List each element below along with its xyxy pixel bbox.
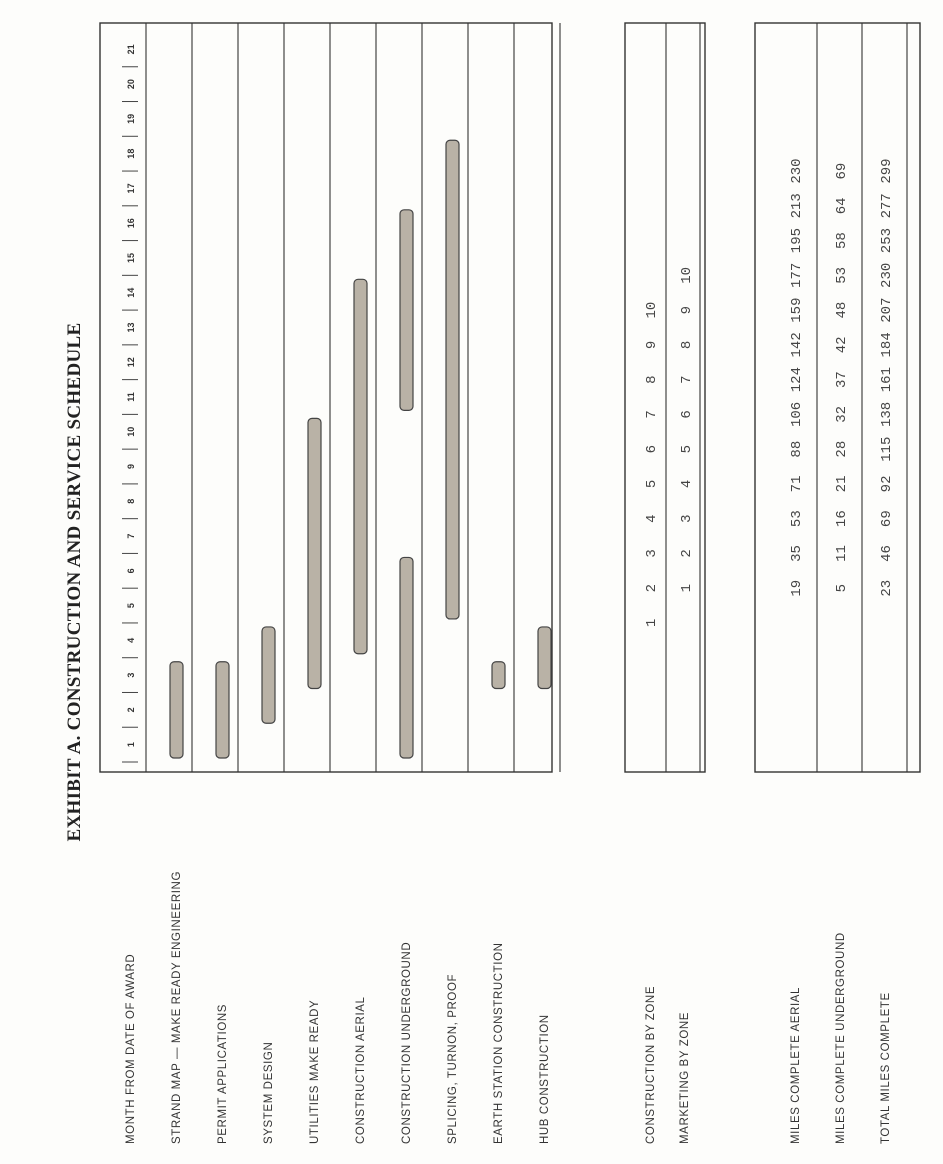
- row-label: PERMIT APPLICATIONS: [217, 1003, 229, 1144]
- row-label: UTILITIES MAKE READY: [309, 999, 321, 1144]
- zone-frame: [625, 23, 705, 772]
- month-label: 5: [126, 603, 136, 609]
- month-label: 16: [126, 218, 136, 229]
- miles-value: 207: [879, 297, 895, 323]
- miles-values: [789, 158, 895, 596]
- miles-value: 142: [789, 332, 805, 358]
- month-label: 6: [126, 568, 136, 574]
- miles-row-label: TOTAL MILES COMPLETE: [880, 992, 892, 1144]
- task-bar-system-design: [262, 627, 275, 723]
- miles-value: 124: [789, 367, 805, 393]
- miles-row-label: MILES COMPLETE UNDERGROUND: [835, 932, 847, 1144]
- zone-row-label: CONSTRUCTION BY ZONE: [645, 985, 657, 1144]
- rotated-content: [64, 23, 920, 1144]
- month-label: 17: [126, 183, 136, 194]
- construction-zone-number: 5: [644, 479, 660, 489]
- miles-value: 42: [834, 336, 850, 354]
- month-label: 20: [126, 79, 136, 90]
- miles-value: 159: [789, 297, 805, 323]
- month-label: 2: [126, 707, 136, 713]
- miles-labels: [790, 932, 892, 1144]
- construction-zone-number: 9: [644, 340, 660, 350]
- month-label: 7: [126, 533, 136, 539]
- miles-value: 46: [879, 545, 895, 562]
- month-label: 21: [126, 44, 136, 55]
- miles-value: 37: [834, 371, 850, 389]
- marketing-zone-number: 10: [679, 266, 695, 284]
- miles-value: 35: [789, 545, 805, 562]
- miles-value: 48: [834, 301, 850, 319]
- gantt-grid: [146, 23, 560, 772]
- miles-value: 277: [879, 193, 895, 219]
- marketing-zone-number: 4: [679, 479, 695, 489]
- miles-value: 88: [789, 440, 805, 458]
- month-label: 8: [126, 498, 136, 504]
- month-label: 15: [126, 252, 136, 263]
- miles-value: 106: [789, 401, 805, 427]
- construction-zone-number: 1: [644, 618, 660, 628]
- row-label: EARTH STATION CONSTRUCTION: [493, 942, 505, 1144]
- month-label: 19: [126, 113, 136, 124]
- row-label: SYSTEM DESIGN: [263, 1041, 275, 1144]
- miles-value: 213: [789, 193, 805, 219]
- miles-value: 58: [834, 232, 850, 249]
- miles-value: 195: [789, 227, 805, 254]
- month-label: 13: [126, 322, 136, 333]
- miles-frame: [755, 23, 920, 772]
- miles-value: 53: [789, 510, 805, 528]
- marketing-zone-number: 3: [679, 514, 695, 523]
- month-label: 11: [126, 392, 136, 402]
- miles-value: 32: [834, 405, 850, 423]
- gantt-bars: [170, 140, 551, 758]
- miles-value: 299: [879, 158, 895, 184]
- task-bar-hub-construction: [538, 627, 551, 689]
- zone-row-label: MARKETING BY ZONE: [679, 1011, 691, 1144]
- marketing-zone-number: 5: [679, 444, 695, 454]
- miles-value: 253: [879, 227, 895, 254]
- month-label: 3: [126, 672, 136, 678]
- marketing-zone-number: 9: [679, 305, 695, 315]
- miles-value: 184: [879, 332, 895, 358]
- miles-value: 19: [789, 579, 805, 597]
- task-bar-construction-underground-a: [400, 557, 413, 758]
- month-label: 12: [126, 357, 136, 368]
- month-label: 9: [126, 464, 136, 470]
- row-labels: [125, 871, 551, 1144]
- construction-zone-number: 4: [644, 514, 660, 523]
- gantt-frame: [100, 23, 552, 772]
- month-label: 10: [126, 426, 136, 437]
- miles-value: 161: [879, 367, 895, 393]
- miles-value: 69: [879, 510, 895, 528]
- construction-zone-number: 3: [644, 549, 660, 558]
- marketing-zone-number: 2: [679, 549, 695, 558]
- zone-grid: [666, 23, 700, 772]
- task-bar-construction-aerial: [354, 279, 367, 653]
- miles-value: 11: [834, 545, 850, 562]
- row-label: STRAND MAP — MAKE READY ENGINEERING: [171, 871, 183, 1144]
- miles-value: 5: [834, 583, 850, 593]
- construction-zone-number: 10: [644, 301, 660, 319]
- miles-value: 28: [834, 440, 850, 458]
- task-bar-permit-applications: [216, 662, 229, 758]
- row-label: SPLICING, TURNON, PROOF: [447, 973, 459, 1144]
- miles-grid: [817, 23, 907, 772]
- miles-value: 177: [789, 262, 805, 288]
- construction-zone-number: 8: [644, 375, 660, 384]
- marketing-zone-number: 8: [679, 340, 695, 350]
- marketing-zone-number: 7: [679, 375, 695, 384]
- task-bar-strand-map: [170, 662, 183, 758]
- task-bar-earth-station-construction: [492, 662, 505, 689]
- row-label: CONSTRUCTION AERIAL: [355, 996, 367, 1144]
- miles-value: 64: [834, 197, 850, 215]
- task-bar-splicing-turnon-proof: [446, 140, 459, 619]
- zone-values: [644, 267, 695, 627]
- row-label: CONSTRUCTION UNDERGROUND: [401, 941, 413, 1144]
- miles-row-label: MILES COMPLETE AERIAL: [790, 986, 802, 1144]
- construction-zone-number: 6: [644, 444, 660, 454]
- miles-value: 16: [834, 510, 850, 528]
- month-labels: [122, 44, 138, 762]
- miles-value: 21: [834, 475, 850, 493]
- row-label: MONTH FROM DATE OF AWARD: [125, 953, 137, 1144]
- miles-value: 69: [834, 162, 850, 180]
- construction-zone-number: 2: [644, 583, 660, 593]
- task-bar-utilities-make-ready: [308, 418, 321, 688]
- miles-value: 92: [879, 475, 895, 493]
- zone-labels: [645, 986, 691, 1144]
- month-label: 1: [126, 742, 136, 748]
- row-label: HUB CONSTRUCTION: [539, 1014, 551, 1144]
- month-label: 4: [126, 637, 136, 643]
- month-label: 14: [126, 287, 136, 298]
- miles-value: 230: [789, 158, 805, 184]
- miles-value: 53: [834, 266, 850, 284]
- miles-value: 115: [879, 436, 895, 462]
- miles-value: 230: [879, 262, 895, 288]
- miles-value: 71: [789, 475, 805, 493]
- task-bar-construction-underground-b: [400, 210, 413, 411]
- marketing-zone-number: 1: [679, 583, 695, 593]
- month-label: 18: [126, 148, 136, 159]
- miles-value: 23: [879, 579, 895, 597]
- page-title: EXHIBIT A. CONSTRUCTION AND SERVICE SCHEDULE: [64, 322, 85, 842]
- marketing-zone-number: 6: [679, 410, 695, 419]
- miles-value: 138: [879, 401, 895, 427]
- construction-zone-number: 7: [644, 410, 660, 419]
